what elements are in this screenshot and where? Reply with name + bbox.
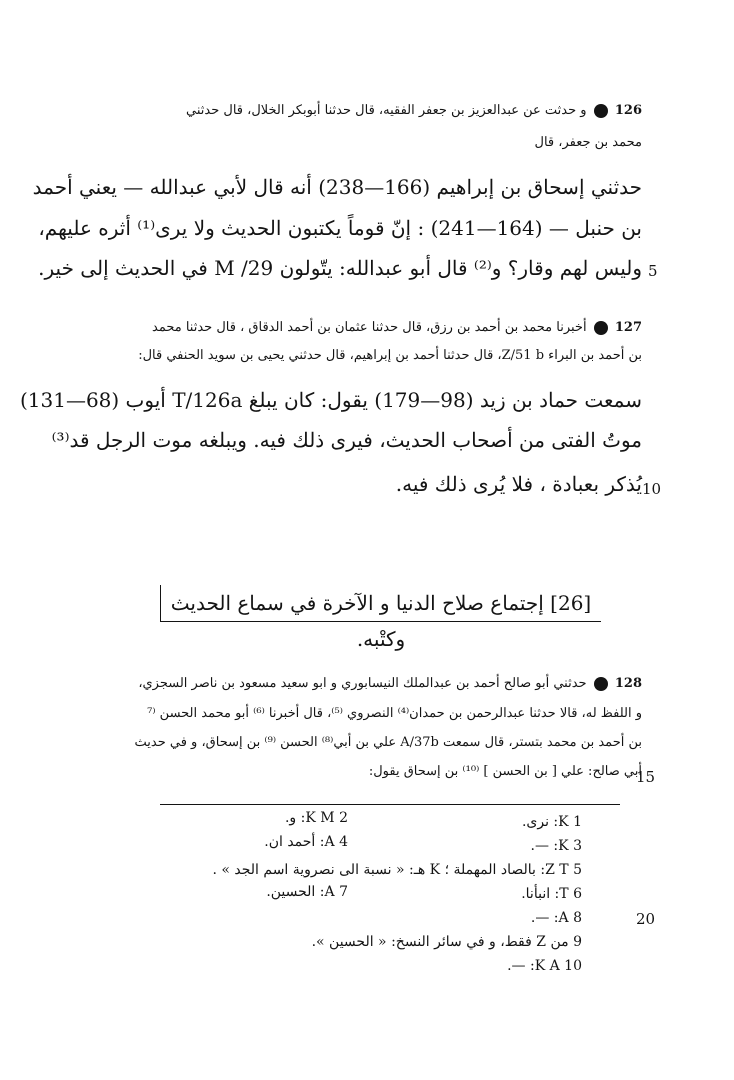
p127-line-4: موتُ الفتى من أصحاب الحديث، فيرى ذلك فيه. ويبلغه موت الرجل قد⁽³⁾ — [51, 428, 642, 452]
p128-line-4: أبي صالح: علي [ بن الحسن ] ⁽¹⁰⁾ بن إسحاق يقول: — [368, 764, 642, 779]
p127-line-3: سمعت حماد بن زيد (98—179) يقول: كان يبلغ T/126a أيوب (68—131) — [19, 388, 642, 412]
p127-line-2: بن أحمد بن البراء Z/51 b، قال حدثنا أحمد بن إبراهيم، قال حدثني يحيى بن سويد الحنفي قال: — [138, 348, 642, 363]
line-number-20: 20 — [636, 910, 656, 928]
bullet-icon — [594, 677, 608, 691]
footnote-1: 1 K: نرى. — [521, 814, 582, 830]
p128-line-1 — [92, 676, 642, 691]
hadith-number-126: 126 — [614, 103, 642, 118]
p128-line-2: و اللفظ له، قالا حدثنا عبدالرحمن بن حمدان⁽⁴⁾ النصروي ⁽⁵⁾، قال أخبرنا ⁽⁶⁾ أبو محمد الحسن ⁽⁷ — [147, 706, 642, 721]
p126-line-4: بن حنبل — (164—241) : إنّ قوماً يكتبون الحديث ولا يرى⁽¹⁾ أثره عليهم، — [38, 216, 642, 240]
footnote-2: 2 K M: و. — [284, 810, 348, 826]
p126-line-5: وليس لهم وقار؟ و⁽²⁾ قال أبو عبدالله: يتّولون M /29 في الحديث إلى خير. — [38, 256, 642, 280]
p127-text-1: أخبرنا محمد بن أحمد بن رزق، قال حدثنا عثمان بن أحمد الدقاق ، قال حدثنا محمد — [152, 320, 587, 335]
p126-text-1: و حدثت عن عبدالعزيز بن جعفر الفقيه، قال حدثنا أبوبكر الخلال، قال حدثني — [186, 103, 587, 118]
bullet-icon — [594, 321, 608, 335]
footnote-rule — [160, 804, 620, 805]
footnote-7: 7 A: الحسين. — [266, 884, 348, 900]
line-number-10: 10 — [642, 480, 662, 498]
line-number-5: 5 — [648, 262, 658, 280]
p128-line-3: بن أحمد بن محمد بتستر، قال سمعت A/37b علي بن أبي⁽⁸⁾ الحسن ⁽⁹⁾ بن إسحاق، و في حديث — [134, 735, 642, 750]
hadith-number-128: 128 — [614, 676, 642, 691]
p127-line-5: يُذكر بعبادة ، فلا يُرى ذلك فيه. — [395, 472, 642, 496]
section-heading: [26] إجتماع صلاح الدنيا و الآخرة في سماع الحديث وكتْبه. — [160, 585, 601, 622]
p127-line-1 — [92, 320, 642, 335]
p126-line-2: محمد بن جعفر، قال — [534, 135, 642, 150]
p128-text-1: حدثني أبو صالح أحمد بن عبدالملك النيسابوري و ابو سعيد مسعود بن ناصر السجزي، — [138, 676, 587, 691]
footnote-6: 6 T: انبأنا. — [521, 886, 582, 902]
footnote-10: 10 K A: —. — [507, 958, 582, 974]
footnote-9: 9 من Z فقط، و في سائر النسخ: « الحسين ». — [311, 934, 582, 950]
p126-line-3: حدثني إسحاق بن إبراهيم (166—238) أنه قال لأبي عبدالله — يعني أحمد — [32, 175, 642, 199]
footnote-5: 5 Z T: بالصاد المهملة ؛ K هـ: « نسبة الى نصروية اسم الجد » . — [212, 862, 582, 878]
p126-line-1 — [92, 103, 642, 118]
footnote-3: 3 K: —. — [530, 838, 582, 854]
hadith-number-127: 127 — [614, 320, 642, 335]
footnote-8: 8 A: —. — [530, 910, 582, 926]
footnote-4: 4 A: أحمد ان. — [264, 834, 348, 850]
line-number-15: 15 — [636, 768, 656, 786]
bullet-icon — [594, 104, 608, 118]
